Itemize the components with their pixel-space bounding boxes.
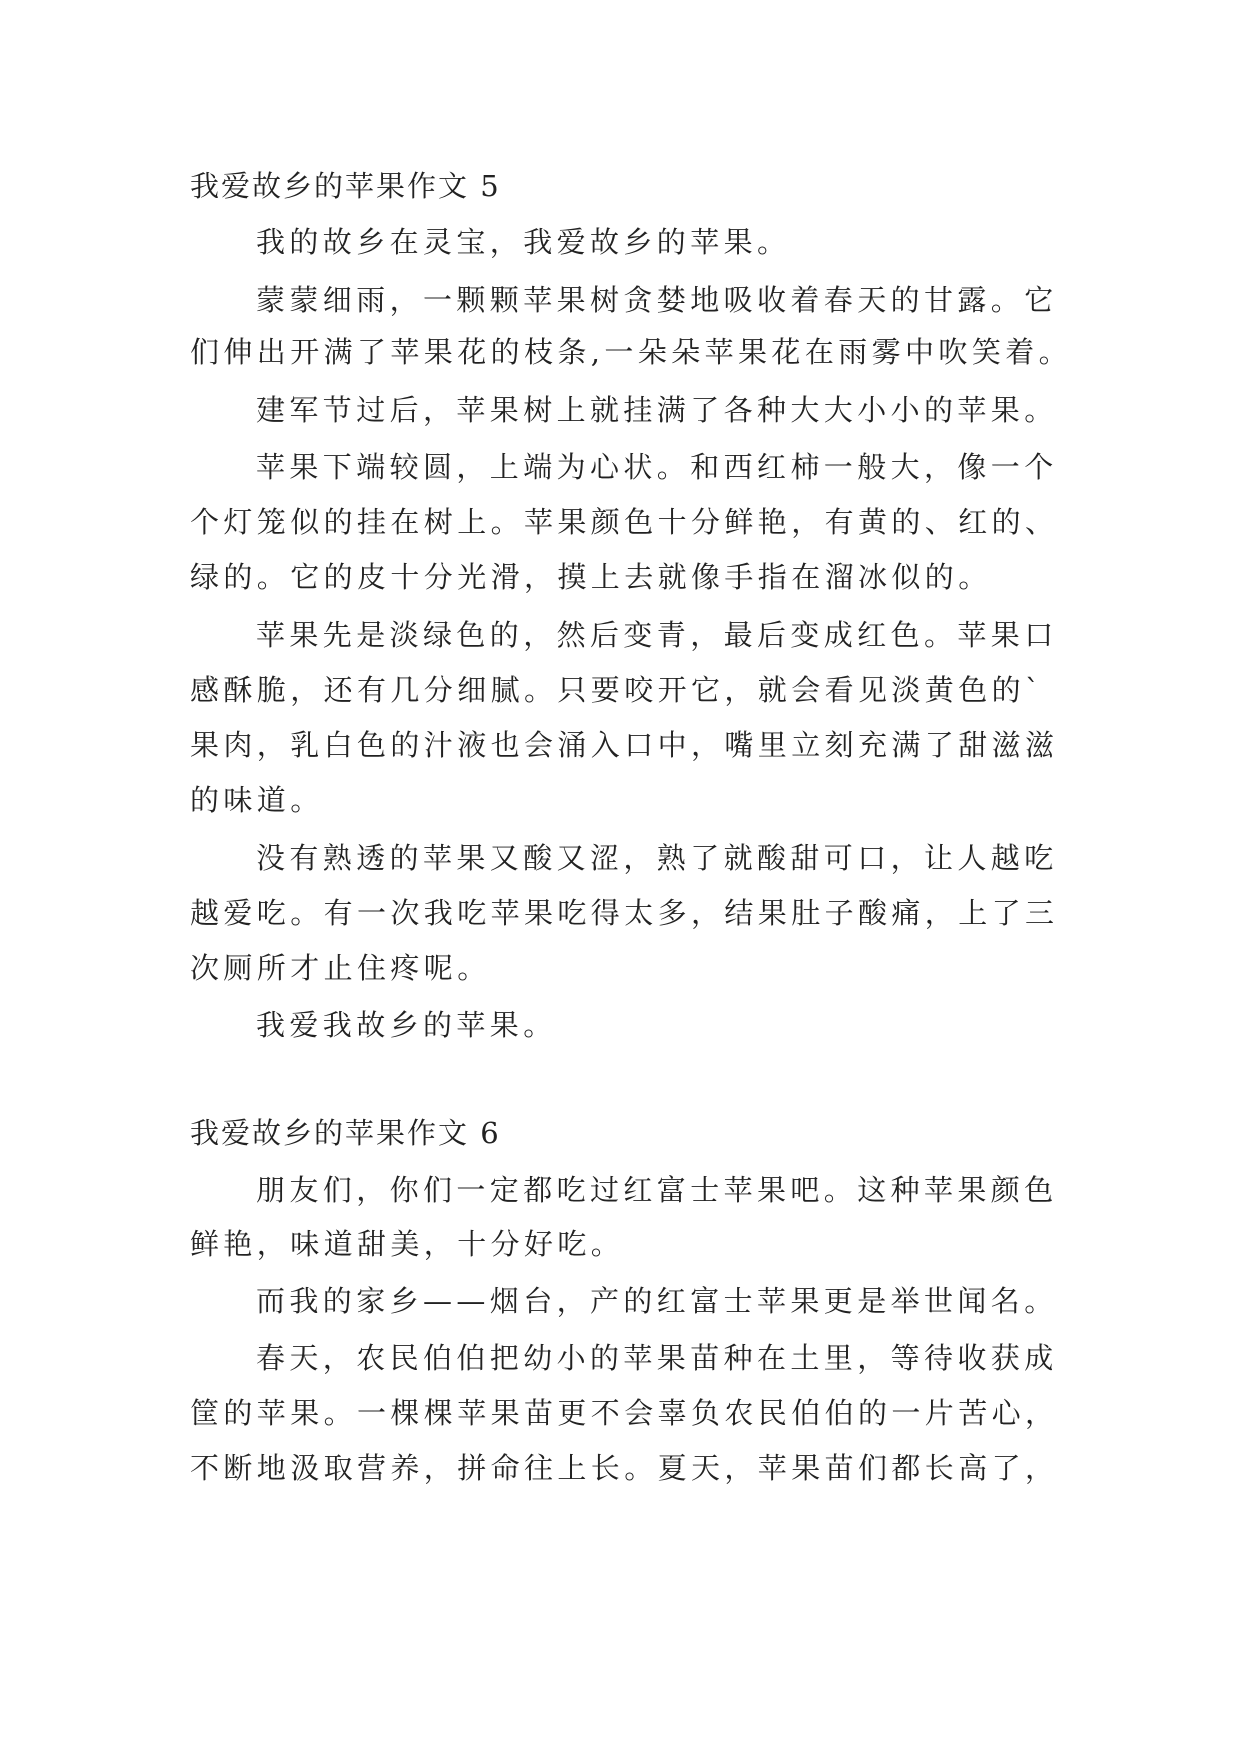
paragraph-line: 的味道。	[190, 783, 324, 817]
paragraph-line: 不断地汲取营养，拼命往上长。夏天，苹果苗们都长高了，	[190, 1451, 1059, 1485]
paragraph-line: 筐的苹果。一棵棵苹果苗更不会辜负农民伯伯的一片苦心，	[190, 1396, 1059, 1430]
paragraph-line: 个灯笼似的挂在树上。苹果颜色十分鲜艳，有黄的、红的、	[190, 505, 1059, 539]
paragraph-line: 而我的家乡——烟台，产的红富士苹果更是举世闻名。	[256, 1284, 1058, 1318]
paragraph-line: 感酥脆，还有几分细腻。只要咬开它，就会看见淡黄色的`	[190, 673, 1044, 707]
paragraph-line: 们伸出开满了苹果花的枝条,一朵朵苹果花在雨雾中吹笑着。	[190, 335, 1073, 369]
paragraph-line: 果肉，乳白色的汁液也会涌入口中，嘴里立刻充满了甜滋滋	[190, 728, 1059, 762]
paragraph-line: 苹果先是淡绿色的，然后变青，最后变成红色。苹果口	[256, 618, 1058, 652]
paragraph-line: 鲜艳，味道甜美，十分好吃。	[190, 1227, 625, 1261]
paragraph-line: 春天，农民伯伯把幼小的苹果苗种在土里，等待收获成	[256, 1341, 1058, 1375]
paragraph-line: 次厕所才止住疼呢。	[190, 951, 491, 985]
paragraph-line: 朋友们，你们一定都吃过红富士苹果吧。这种苹果颜色	[256, 1173, 1058, 1207]
paragraph-line: 苹果下端较圆，上端为心状。和西红柿一般大，像一个	[256, 450, 1058, 484]
essay-title: 我爱故乡的苹果作文 6	[190, 1116, 501, 1150]
paragraph-line: 没有熟透的苹果又酸又涩，熟了就酸甜可口，让人越吃	[256, 841, 1058, 875]
paragraph-line: 我爱我故乡的苹果。	[256, 1008, 557, 1042]
paragraph-line: 越爱吃。有一次我吃苹果吃得太多，结果肚子酸痛，上了三	[190, 896, 1059, 930]
paragraph-line: 建军节过后，苹果树上就挂满了各种大大小小的苹果。	[256, 393, 1058, 427]
paragraph-line: 我的故乡在灵宝，我爱故乡的苹果。	[256, 225, 791, 259]
paragraph-line: 蒙蒙细雨，一颗颗苹果树贪婪地吸收着春天的甘露。它	[256, 283, 1058, 317]
essay-title: 我爱故乡的苹果作文 5	[190, 169, 501, 203]
paragraph-line: 绿的。它的皮十分光滑，摸上去就像手指在溜冰似的。	[190, 560, 992, 594]
